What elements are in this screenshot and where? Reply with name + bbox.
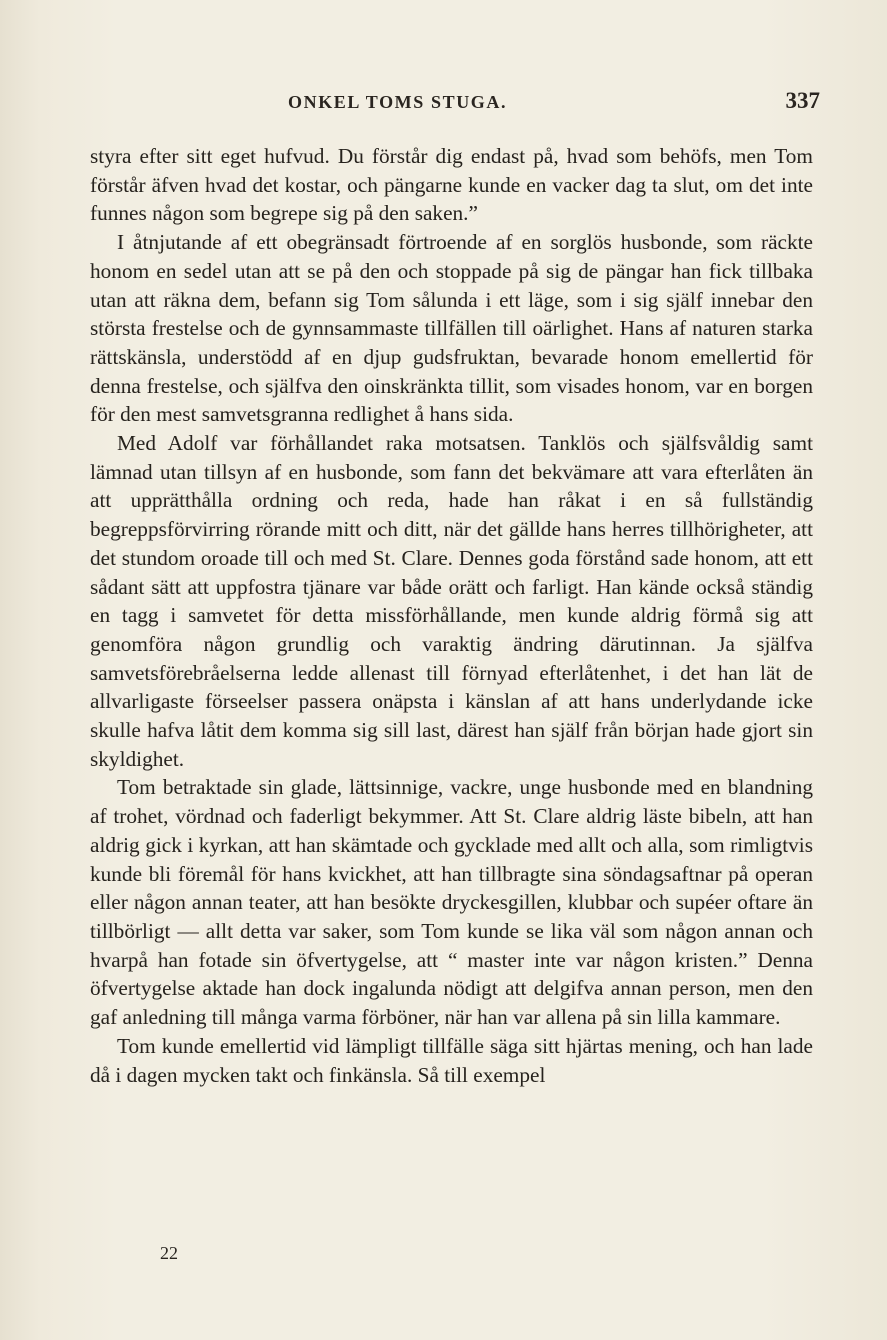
paragraph: Med Adolf var förhållandet raka motsatsen. Tanklös och själfsvåldig samt lämnad utan tillsyn af en husbonde, som fann det bekvämare att vara efterlåten än att upprätthålla ordning och reda, hade han råkat i en så fullständig begreppsförvirring rörande mitt och ditt, när det gällde hans herres tillhörigheter, att det stundom oroade till och med St. Clare. Dennes goda förstånd sade honom, att ett sådant sätt att uppfostra tjänare var både orätt och farligt. Han kände också ständig en tagg i samvetet för detta missförhållande, men kunde aldrig förmå sig att genomföra någon grundlig och varaktig ändring därutinnan. Ja själfva samvetsförebråelserna ledde allenast till förnyad efterlåtenhet, i det han lät de allvarligaste förseelser passera onäpsta i känslan af att hans underlydande icke skulle hafva låtit dem komma sig sill last, därest han själf från början hade gjort sin skyldighet. xyxy=(90,431,813,771)
running-title: ONKEL TOMS STUGA. xyxy=(288,92,508,112)
paragraph: Tom kunde emellertid vid lämpligt tillfälle säga sitt hjärtas mening, och han lade då i dagen mycken takt och finkänsla. Så till exempel xyxy=(90,1033,813,1087)
body-text xyxy=(90,142,813,1089)
paragraph: I åtnjutande af ett obegränsadt förtroende af en sorglös husbonde, som räckte honom en sedel utan att se på den och stoppade på sig de pängar han fick tillbaka utan att räkna dem, befann sig Tom sålunda i ett läge, som i sig själf innebar den största frestelse och de gynnsammaste tillfällen till oärlighet. Hans af naturen starka rättskänsla, understödd af en djup gudsfruktan, bevarade honom emellertid för denna frestelse, och själfva den oinskränkta tillit, som visades honom, var en borgen för den mest samvetsgranna redlighet å hans sida. xyxy=(90,230,813,427)
page-number: 337 xyxy=(785,88,820,113)
page-header xyxy=(90,88,820,122)
paragraph: styra efter sitt eget hufvud. Du förstår dig endast på, hvad som behöfs, men Tom förstår äfven hvad det kostar, och pängarne kunde en vacker dag ta slut, om det inte funnes någon som begrepe sig på den saken.” xyxy=(90,144,813,226)
paragraph: Tom betraktade sin glade, lättsinnige, vackre, unge husbonde med en blandning af trohet, vördnad och faderligt bekymmer. Att St. Clare aldrig läste bibeln, att han aldrig gick i kyrkan, att han skämtade och gycklade med allt och alla, som rimligtvis kunde bli föremål för hans kvickhet, att han tillbragte sina söndagsaftnar på operan eller någon annan teater, att han besökte dryckesgillen, klubbar och supéer oftare än tillbörligt — allt detta var saker, som Tom kunde se lika väl som någon annan och hvarpå han fotade sin öfvertygelse, att “ master inte var någon kristen.” Denna öfvertygelse aktade han dock ingalunda nödigt att delgifva annan person, men den gaf anledning till många varma förböner, när han var allena på sin lilla kammare. xyxy=(90,775,813,1030)
signature-mark: 22 xyxy=(160,1243,178,1263)
